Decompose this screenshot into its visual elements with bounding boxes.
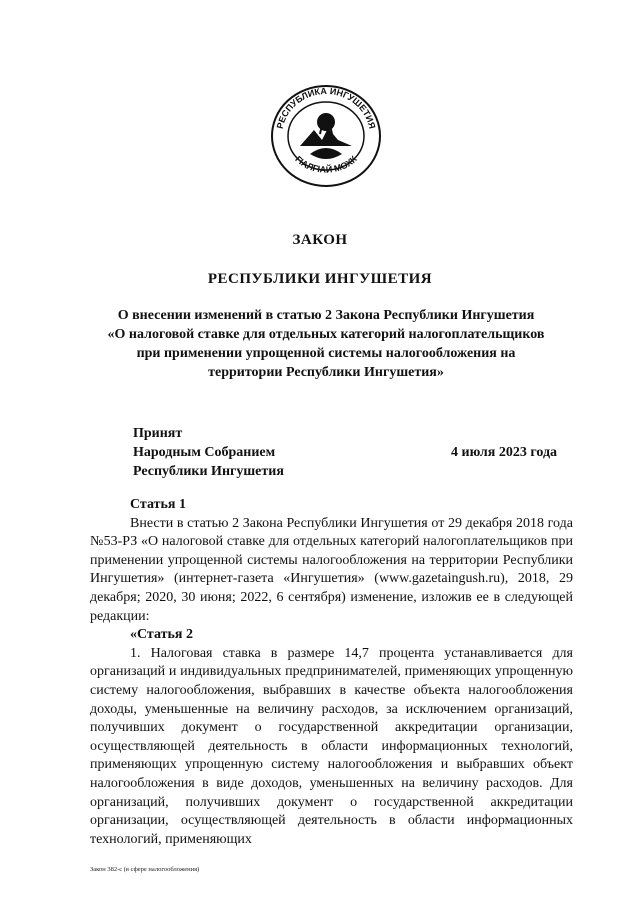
article-1-text: Внести в статью 2 Закона Республики Ингушетия от 29 декабря 2018 года №53-РЗ «О налоговой ставке для отдельных категорий налогоплательщиков при применении упрощенной системы налогообложения на территории Республики Ингушетия» (интернет-газета «Ингушетия» (www.gazetaingush.ru), 2018, 29 декабря; 2020, 30 июня; 2022, 6 сентября) изменение, изложив ее в следующей редакции: <box>90 515 573 624</box>
adoption-line: Республики Ингушетия <box>133 464 284 479</box>
subtitle-line: О внесении изменений в статью 2 Закона Республики Ингушетия <box>117 308 535 323</box>
document-body <box>90 496 573 849</box>
adoption-line: Народным Собранием <box>133 445 276 460</box>
document-title: ЗАКОН <box>292 232 348 248</box>
subtitle-line: «О налоговой ставке для отдельных категорий налогоплательщиков <box>107 327 545 342</box>
document-title-region: РЕСПУБЛИКИ ИНГУШЕТИЯ <box>207 271 433 287</box>
coat-of-arms-icon <box>270 84 382 188</box>
adoption-block <box>133 424 284 481</box>
article-2-heading: «Статья 2 <box>130 627 193 643</box>
adoption-line: Принят <box>133 426 183 441</box>
emblem-top-text: РЕСПУБЛИКА ИНГУШЕТИЯ <box>274 85 378 130</box>
page-footer: Закон 382-с (в сфере налогообложения) <box>90 866 200 873</box>
subtitle-line: при применении упрощенной системы налогообложения на <box>136 346 516 361</box>
subtitle-line: территории Республики Ингушетия» <box>208 365 444 380</box>
adoption-date: 4 июля 2023 года <box>451 445 558 460</box>
law-subject <box>90 306 562 382</box>
article-2-text: 1. Налоговая ставка в размере 14,7 процента устанавливается для организаций и индивидуальных предпринимателей, применяющих упрощенную систему налогообложения, выбравших в качестве объекта налогообложения доходы, уменьшенные на величину расходов, за исключением организаций, получивших документ о государственной аккредитации организации, осуществляющей деятельность в области информационных технологий, применяющих упрощенную систему налогообложения и выбравших объект налогообложения в виде доходов, уменьшенных на величину расходов. Для организаций, получивших документ о государственной аккредитации организации, осуществляющей деятельность в области информационных технологий, применяющих <box>90 645 573 847</box>
article-1-heading: Статья 1 <box>130 497 186 512</box>
emblem-bottom-text: ГIАЛГIАЙ МОХК <box>293 153 359 175</box>
